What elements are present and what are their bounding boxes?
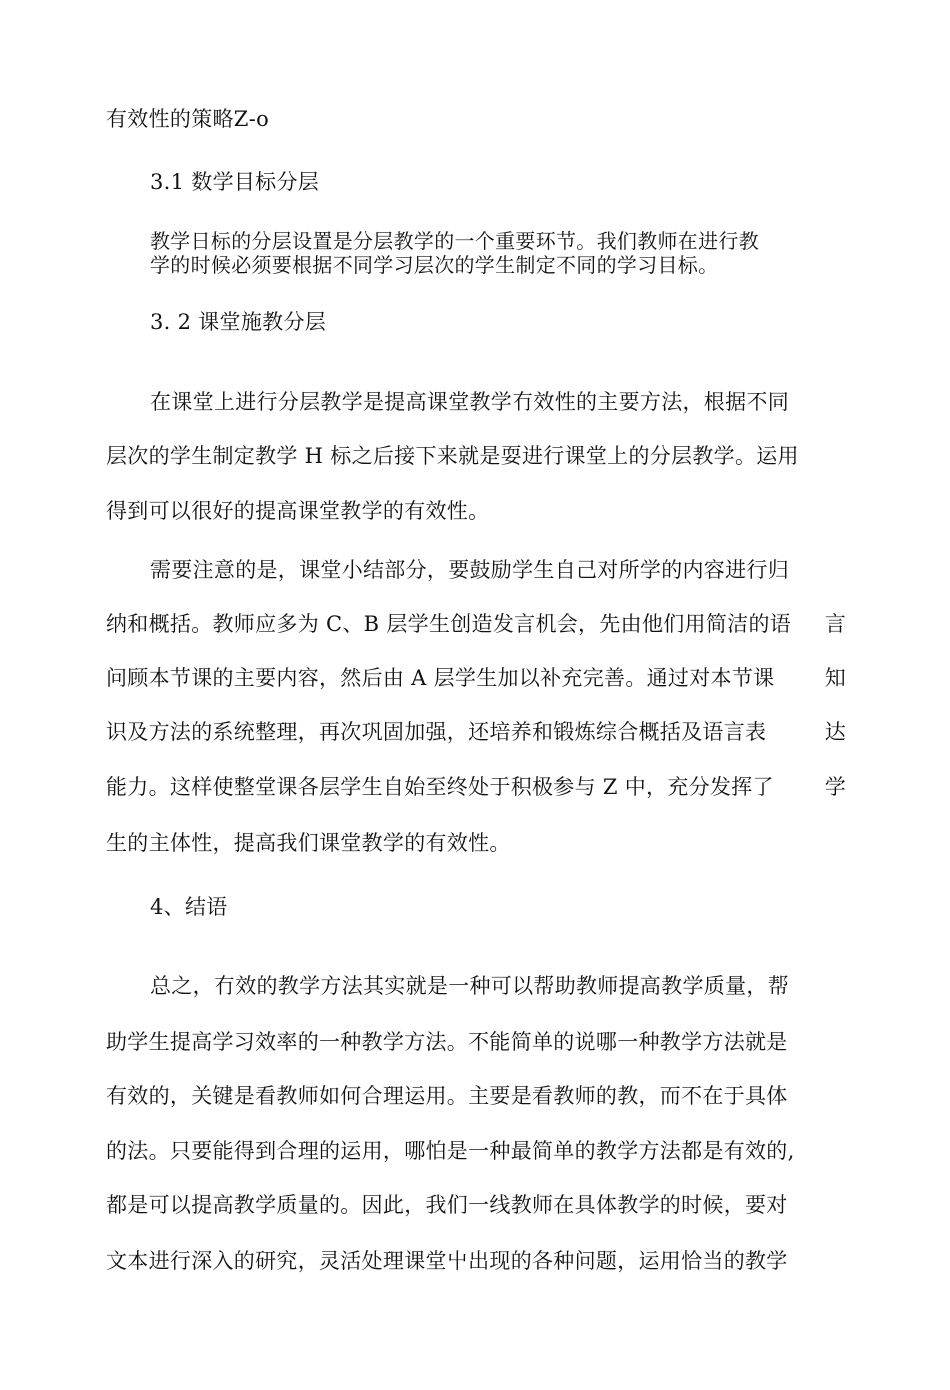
paragraph-line: 教学日标的分层设置是分层教学的一个重要环节。我们教师在进行教 — [150, 229, 759, 253]
paragraph-line: 需要注意的是，课堂小结部分，要鼓励学生自己对所学的内容进行归 — [150, 558, 789, 582]
paragraph-line: 文本进行深入的研究，灵活处理课堂屮出现的各种问题，运用恰当的教学 — [106, 1249, 788, 1273]
paragraph-line: 助学生提高学习效率的一种教学方法。不能简单的说哪一种教学方法就是 — [106, 1030, 788, 1054]
paragraph-line: 在课堂上进行分层教学是提高课堂教学冇效性的主要方法，根据不同 — [150, 390, 789, 414]
paragraph-line — [106, 664, 846, 692]
paragraph-line: 得到可以很好的提高课堂教学的有效性。 — [106, 499, 490, 523]
paragraph-line: 都是可以提高教学质量的。因此，我们一线教师在具体教学的时候，要对 — [106, 1193, 788, 1217]
line-text: 问顾本节课的主要内容，然后由 A 层学生加以补充完善。通过对本节课 — [106, 666, 775, 690]
line-end-char: 学 — [824, 775, 846, 799]
section-heading-4: 4、结语 — [150, 895, 228, 919]
line-end-char: 言 — [824, 612, 846, 636]
line-text: 纳和概括。教师应多为 C、B 层学生创造发言机会，先由他们用简洁的语 — [106, 612, 792, 636]
section-heading-3-2: 3. 2 课堂施教分层 — [150, 310, 327, 334]
paragraph-line: 层次的学生制定教学 H 标之后接下来就是耍进行课堂上的分层教学。运用 — [106, 444, 799, 468]
paragraph-line: 有效的，关键是看教师如何合理运用。主要是看教师的教，而不在于具体 — [106, 1084, 788, 1108]
line-text: 识及方法的系统整理，再次巩固加强，还培养和锻炼综合概括及语言表 — [106, 720, 767, 744]
line-text: 能力。这样使整堂课各层学生自始至终处于积极参与 Z 中，充分发挥了 — [106, 775, 774, 799]
line-end-char: 达 — [824, 720, 846, 744]
paragraph-line — [106, 773, 846, 801]
paragraph-line: 生的主体性，提高我们课堂教学的有效性。 — [106, 831, 511, 855]
paragraph-line — [106, 610, 846, 638]
paragraph-line: 的法。只要能得到合理的运用，哪怕是一种最简单的教学方法都是有效的, — [106, 1139, 795, 1163]
line-end-char: 知 — [824, 666, 846, 690]
text-line-continuation: 有效性的策略Z-o — [106, 107, 270, 131]
paragraph-line: 学的时候必须要根据不同学习层次的学生制定不同的学习目标。 — [150, 253, 719, 277]
section-heading-3-1: 3.1 数学目标分层 — [150, 170, 320, 194]
paragraph-line: 总之，冇效的教学方法其实就是一种可以帮助教师提高教学质量，帮 — [150, 974, 789, 998]
paragraph-line — [106, 718, 846, 746]
